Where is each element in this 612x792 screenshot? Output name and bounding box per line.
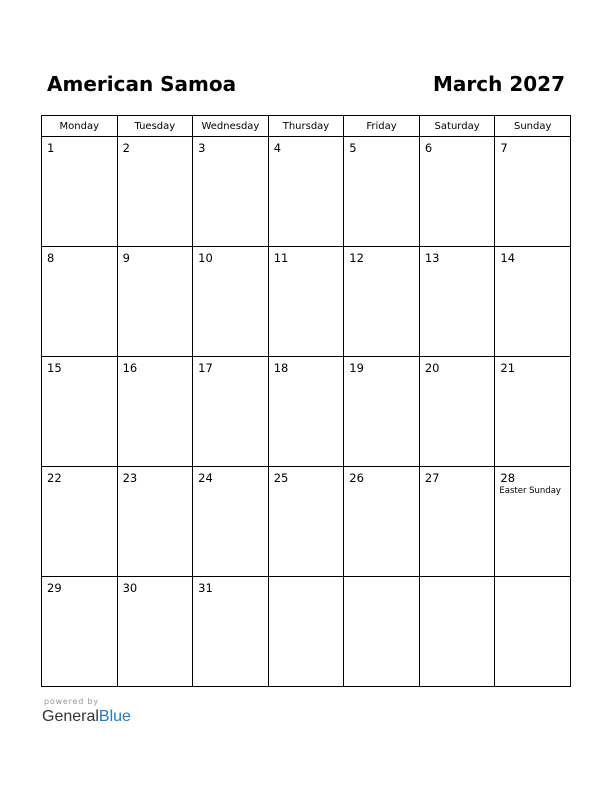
day-cell bbox=[42, 247, 118, 357]
day-number: 22 bbox=[47, 471, 62, 485]
day-number: 1 bbox=[47, 141, 55, 155]
holiday-label: Easter Sunday bbox=[499, 486, 561, 496]
day-number: 10 bbox=[198, 251, 213, 265]
powered-by-text: powered by bbox=[44, 697, 99, 706]
weekday-saturday: Saturday bbox=[419, 116, 495, 137]
country-title: American Samoa bbox=[47, 72, 237, 96]
day-number: 31 bbox=[198, 581, 213, 595]
day-number bbox=[269, 577, 344, 581]
day-number bbox=[420, 577, 495, 581]
day-cell bbox=[268, 247, 344, 357]
day-cell bbox=[193, 247, 269, 357]
day-number bbox=[495, 577, 570, 581]
day-cell bbox=[117, 137, 193, 247]
day-number: 6 bbox=[424, 141, 433, 155]
day-cell bbox=[42, 357, 118, 467]
weekday-monday: Monday bbox=[42, 116, 118, 137]
day-number: 20 bbox=[424, 361, 440, 375]
weekday-thursday: Thursday bbox=[268, 116, 344, 137]
day-number: 15 bbox=[47, 361, 62, 375]
day-cell-empty bbox=[344, 577, 420, 687]
day-number: 16 bbox=[122, 361, 138, 375]
weekday-header-row bbox=[42, 116, 571, 137]
day-number: 26 bbox=[349, 471, 364, 485]
day-number: 21 bbox=[500, 361, 516, 375]
day-number: 28 bbox=[500, 471, 516, 485]
day-number: 27 bbox=[424, 471, 440, 485]
day-number: 25 bbox=[273, 471, 289, 485]
month-year-title: March 2027 bbox=[433, 72, 565, 96]
day-cell bbox=[268, 467, 344, 577]
logo-general-text: General bbox=[42, 708, 99, 725]
day-number: 24 bbox=[198, 471, 213, 485]
day-number: 18 bbox=[273, 361, 289, 375]
day-cell bbox=[117, 247, 193, 357]
logo-blue-text: Blue bbox=[98, 708, 131, 725]
day-cell bbox=[117, 357, 193, 467]
day-number: 11 bbox=[273, 251, 289, 265]
day-number: 17 bbox=[198, 361, 213, 375]
day-cell bbox=[495, 467, 571, 577]
day-cell bbox=[495, 137, 571, 247]
day-number: 2 bbox=[122, 141, 130, 155]
day-cell bbox=[42, 467, 118, 577]
week-row-4 bbox=[42, 467, 571, 577]
day-number: 12 bbox=[349, 251, 364, 265]
weekday-friday: Friday bbox=[344, 116, 420, 137]
day-cell bbox=[268, 137, 344, 247]
day-number: 3 bbox=[198, 141, 206, 155]
weekday-wednesday: Wednesday bbox=[193, 116, 269, 137]
day-cell bbox=[117, 577, 193, 687]
weekday-sunday: Sunday bbox=[495, 116, 571, 137]
day-number: 29 bbox=[47, 581, 62, 595]
day-cell bbox=[495, 247, 571, 357]
day-number: 4 bbox=[273, 141, 282, 155]
day-cell bbox=[344, 137, 420, 247]
day-cell bbox=[117, 467, 193, 577]
day-cell bbox=[193, 467, 269, 577]
day-number: 5 bbox=[349, 141, 357, 155]
week-row-1 bbox=[42, 137, 571, 247]
week-row-3 bbox=[42, 357, 571, 467]
day-cell bbox=[419, 357, 495, 467]
generalblue-logo[interactable] bbox=[42, 708, 131, 726]
day-cell bbox=[419, 247, 495, 357]
day-cell bbox=[344, 247, 420, 357]
day-cell bbox=[268, 357, 344, 467]
day-cell bbox=[344, 467, 420, 577]
day-cell bbox=[344, 357, 420, 467]
day-number: 19 bbox=[349, 361, 364, 375]
day-cell bbox=[42, 137, 118, 247]
weekday-tuesday: Tuesday bbox=[117, 116, 193, 137]
day-cell-empty bbox=[419, 577, 495, 687]
day-number: 30 bbox=[122, 581, 138, 595]
day-number: 9 bbox=[122, 251, 130, 265]
day-number: 7 bbox=[500, 141, 508, 155]
day-number bbox=[344, 577, 419, 581]
day-cell-empty bbox=[495, 577, 571, 687]
day-number: 8 bbox=[47, 251, 55, 265]
day-cell bbox=[419, 137, 495, 247]
day-cell-empty bbox=[268, 577, 344, 687]
day-number: 23 bbox=[122, 471, 138, 485]
day-cell bbox=[193, 357, 269, 467]
day-number: 13 bbox=[424, 251, 440, 265]
day-cell bbox=[419, 467, 495, 577]
week-row-5 bbox=[42, 577, 571, 687]
calendar-grid bbox=[41, 115, 571, 687]
day-cell bbox=[495, 357, 571, 467]
week-row-2 bbox=[42, 247, 571, 357]
day-cell bbox=[193, 577, 269, 687]
day-cell bbox=[42, 577, 118, 687]
day-number: 14 bbox=[500, 251, 516, 265]
day-cell bbox=[193, 137, 269, 247]
